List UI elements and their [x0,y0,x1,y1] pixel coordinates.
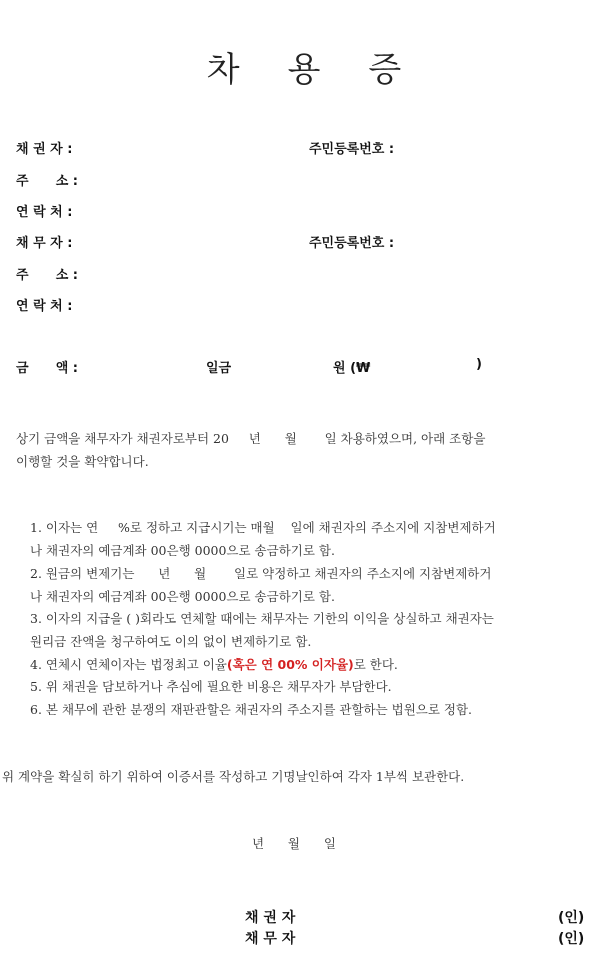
signature-debtor-label: 채 무 자 [245,931,296,947]
clause-2-line-1: 2. 원금의 변제기는 년 월 일로 약정하고 채권자의 주소지에 지참변제하거 [30,566,492,581]
creditor-contact-label: 연 락 처 : [16,205,73,220]
debtor-address-label: 주 소 : [16,268,78,283]
amount-ilgeum: 일금 [206,361,232,376]
signature-creditor-label: 채 권 자 [245,910,296,926]
signature-creditor-seal: (인) [558,910,585,926]
clause-2-line-2: 나 채권자의 예금계좌 00은행 0000으로 송금하기로 함. [30,589,335,604]
amount-won: 원 (₩ [333,361,371,376]
clause-1-line-1: 1. 이자는 연 %로 정하고 지급시기는 매월 일에 채권자의 주소지에 지참변제하거 [30,520,496,535]
amount-label: 금 액 : [16,361,78,376]
creditor-label: 채 권 자 : [16,142,73,157]
debtor-resident-no-label: 주민등록번호 : [309,236,395,251]
clause-4 [30,655,398,673]
title-char-2: 용 [287,50,321,90]
clause-3-line-1: 3. 이자의 지급을 ( )회라도 연체할 때에는 채무자는 기한의 이익을 상실하고 채권자는 [30,611,494,626]
clause-3-line-2: 원리금 잔액을 청구하여도 이의 없이 변제하기로 함. [30,634,312,649]
clause-6: 6. 본 채무에 관한 분쟁의 재판관할은 채권자의 주소지를 관할하는 법원으로 정함. [30,702,473,717]
title-char-3: 증 [368,50,402,90]
title-char-1: 차 [206,50,240,90]
clause-4-interest-note: (혹은 연 00% 이자율) [226,657,354,672]
creditor-address-label: 주 소 : [16,174,78,189]
debtor-contact-label: 연 락 처 : [16,299,73,314]
clause-5: 5. 위 채권을 담보하거나 추심에 필요한 비용은 채무자가 부담한다. [30,679,392,694]
debtor-label: 채 무 자 : [16,236,73,251]
clause-4-post: 로 한다. [353,657,398,672]
clause-1-line-2: 나 채권자의 예금계좌 00은행 0000으로 송금하기로 함. [30,543,335,558]
intro-line-1: 상기 금액을 채무자가 채권자로부터 20 년 월 일 차용하였으며, 아래 조항을 [16,431,486,446]
amount-close-paren: ) [476,357,482,372]
signature-debtor-seal: (인) [558,931,585,947]
closing-statement: 위 계약을 확실히 하기 위하여 이증서를 작성하고 기명날인하여 각자 1부씩 보관한다. [2,769,465,784]
document-title [0,42,608,91]
date-line: 년 월 일 [252,836,336,851]
intro-line-2: 이행할 것을 확약합니다. [16,454,149,469]
clause-4-pre: 4. 연체시 연체이자는 법정최고 이율 [30,657,227,672]
creditor-resident-no-label: 주민등록번호 : [309,142,395,157]
